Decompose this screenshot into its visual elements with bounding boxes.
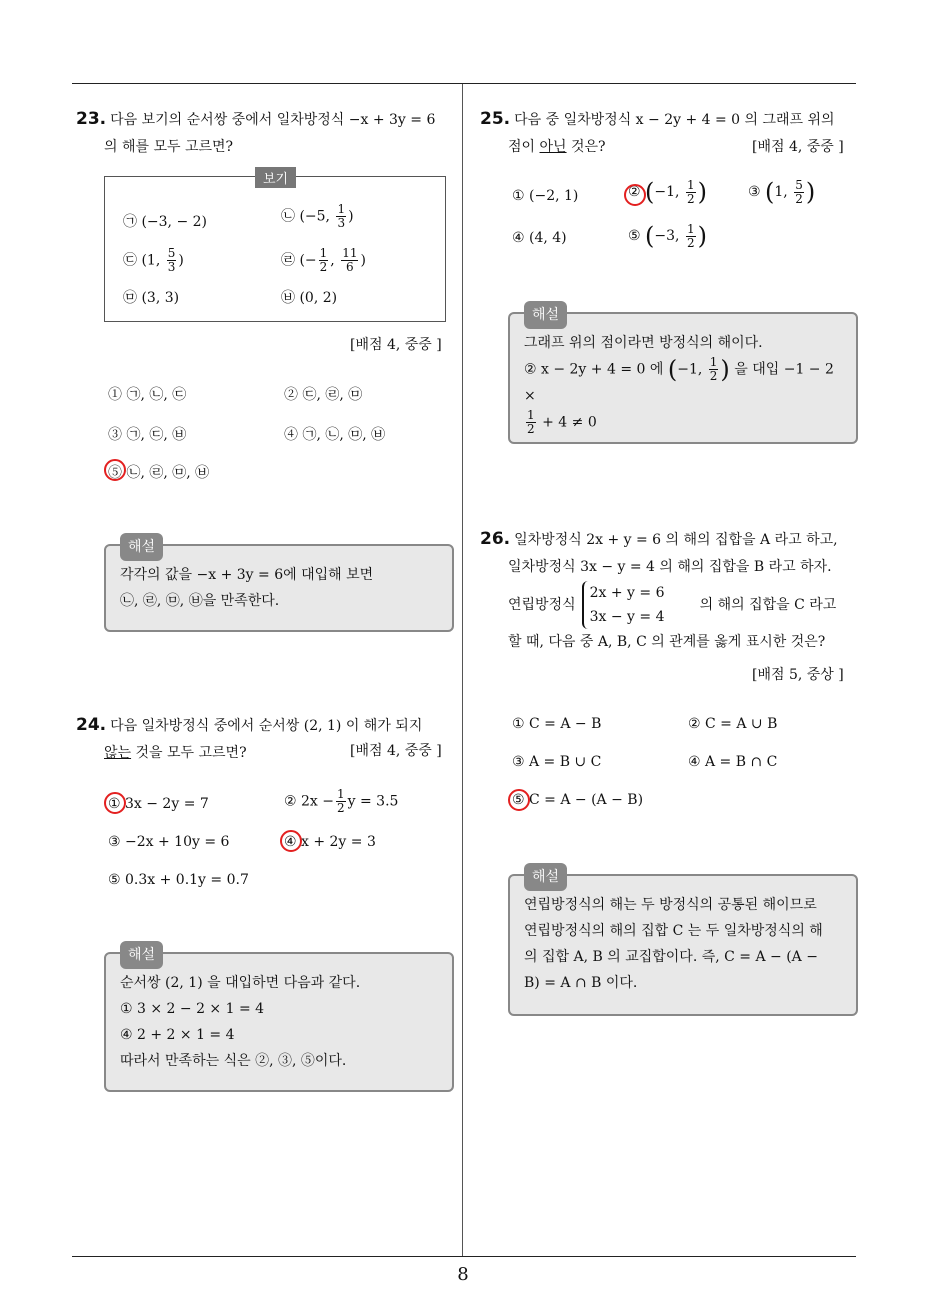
question-text-cont: 할 때, 다음 중 A, B, C 의 관계를 옳게 표시한 것은? bbox=[508, 634, 826, 650]
choice-2[interactable]: ② (−1, $\frac{1}{2}$ ) bbox=[628, 177, 707, 206]
question-number: 23. bbox=[76, 109, 107, 129]
score-meta: [배점 4, 중중 ] bbox=[350, 743, 442, 759]
bottom-rule bbox=[72, 1256, 856, 1257]
question-text-cont: 점이 bbox=[508, 139, 540, 155]
answer-mark bbox=[508, 789, 530, 811]
answer-mark bbox=[280, 830, 302, 852]
question-23 bbox=[76, 106, 456, 161]
question-text: 다음 중 일차방정식 x − 2y + 4 = 0 의 그래프 위의 bbox=[514, 112, 835, 128]
choice-5[interactable]: ⑤ (−3, $\frac{1}{2}$ ) bbox=[628, 221, 707, 250]
choice-4[interactable]: ④ A = B ∩ C bbox=[688, 754, 778, 770]
haeseol-title: 해설 bbox=[120, 533, 163, 561]
underlined-word: 아닌 bbox=[539, 139, 567, 155]
choice-1[interactable]: ① 3x − 2y = 7 bbox=[108, 796, 209, 812]
choice-1[interactable]: ① C = A − B bbox=[512, 716, 602, 732]
question-text-cont: 의 해를 모두 고르면? bbox=[104, 139, 234, 155]
bogi-item: ㉤ (3, 3) bbox=[123, 290, 180, 306]
haeseol-line: ④ 2 + 2 × 1 = 4 bbox=[120, 1027, 235, 1043]
haeseol-box bbox=[508, 869, 858, 1016]
column-divider bbox=[462, 84, 463, 1256]
choice-3[interactable]: ③ A = B ∪ C bbox=[512, 754, 602, 770]
bogi-item: ㉥ (0, 2) bbox=[281, 290, 338, 306]
choice-3[interactable]: ③ −2x + 10y = 6 bbox=[108, 834, 230, 850]
choice-1[interactable]: ① ㉠, ㉡, ㉢ bbox=[108, 387, 187, 403]
equation: 3x − y = 4 bbox=[589, 609, 665, 625]
choice-3[interactable]: ③ (1, $\frac{5}{2}$ ) bbox=[748, 177, 816, 206]
score-meta: [배점 5, 중상 ] bbox=[752, 667, 844, 683]
question-number: 24. bbox=[76, 715, 107, 735]
question-text: 다음 보기의 순서쌍 중에서 일차방정식 −x + 3y = 6 bbox=[110, 112, 436, 128]
haeseol-line: ① 3 × 2 − 2 × 1 = 4 bbox=[120, 1001, 265, 1017]
underlined-word: 않는 bbox=[104, 745, 132, 761]
question-number: 26. bbox=[480, 529, 511, 549]
answer-mark bbox=[624, 184, 646, 206]
question-text-cont: 일차방정식 3x − y = 4 의 해의 집합을 B 라고 하자. bbox=[508, 559, 832, 575]
haeseol-line: ㉡, ㉣, ㉤, ㉥을 만족한다. bbox=[120, 593, 280, 609]
haeseol-line: 그래프 위의 점이라면 방정식의 해이다. bbox=[524, 335, 763, 351]
choice-4[interactable]: ④ ㉠, ㉡, ㉤, ㉥ bbox=[284, 427, 386, 443]
haeseol-title: 해설 bbox=[524, 863, 567, 891]
question-text-cont: 연립방정식 bbox=[508, 596, 576, 613]
question-text-cont: 것은? bbox=[566, 139, 606, 155]
choice-5[interactable]: ⑤ ㉡, ㉣, ㉤, ㉥ bbox=[108, 465, 210, 481]
score-meta: [배점 4, 중중 ] bbox=[752, 139, 844, 155]
page-number: 8 bbox=[457, 1264, 469, 1285]
haeseol-line: 따라서 만족하는 식은 ②, ③, ⑤이다. bbox=[120, 1053, 347, 1069]
equation: 2x + y = 6 bbox=[589, 585, 665, 601]
score-meta: [배점 4, 중중 ] bbox=[350, 337, 442, 353]
haeseol-line: B) = A ∩ B 이다. bbox=[524, 975, 638, 991]
answer-mark bbox=[104, 459, 126, 481]
choice-2[interactable]: ② ㉢, ㉣, ㉤ bbox=[284, 387, 363, 403]
top-rule bbox=[72, 83, 856, 84]
question-text-cont: 것을 모두 고르면? bbox=[131, 745, 247, 761]
haeseol-line: 연립방정식의 해는 두 방정식의 공통된 해이므로 bbox=[524, 897, 817, 913]
haeseol-line: 의 집합 A, B 의 교집합이다. 즉, C = A − (A − bbox=[524, 949, 818, 965]
haeseol-title: 해설 bbox=[120, 941, 163, 969]
haeseol-box bbox=[104, 539, 454, 632]
haeseol-line: 순서쌍 (2, 1) 을 대입하면 다음과 같다. bbox=[120, 975, 361, 991]
question-number: 25. bbox=[480, 109, 511, 129]
choice-3[interactable]: ③ ㉠, ㉢, ㉥ bbox=[108, 427, 187, 443]
bogi-title: 보기 bbox=[255, 167, 296, 188]
choice-5[interactable]: ⑤ 0.3x + 0.1y = 0.7 bbox=[108, 872, 249, 888]
haeseol-box bbox=[508, 307, 858, 444]
question-text: 일차방정식 2x + y = 6 의 해의 집합을 A 라고 하고, bbox=[514, 532, 838, 548]
bogi-item: ㉠ (−3, − 2) bbox=[123, 214, 207, 230]
haeseol-line: $\frac{1}{2}$ + 4 ≠ 0 bbox=[527, 408, 597, 436]
choice-4[interactable]: ④ x + 2y = 3 bbox=[284, 834, 376, 850]
haeseol-box bbox=[104, 947, 454, 1092]
haeseol-line: 연립방정식의 해의 집합 C 는 두 일차방정식의 해 bbox=[524, 923, 823, 939]
answer-mark bbox=[104, 792, 126, 814]
choice-1[interactable]: ① (−2, 1) bbox=[512, 188, 579, 204]
choice-2[interactable]: ② C = A ∪ B bbox=[688, 716, 778, 732]
bogi-item: ㉣ (− $\frac{1}{2}$ , $\frac{11}{6}$ ) bbox=[281, 246, 366, 274]
question-text: 다음 일차방정식 중에서 순서쌍 (2, 1) 이 해가 되지 bbox=[110, 718, 423, 734]
question-26 bbox=[480, 526, 864, 656]
equation-system bbox=[582, 581, 676, 629]
question-text-cont: 의 해의 집합을 C 라고 bbox=[699, 596, 837, 613]
bogi-item: ㉢ (1, $\frac{5}{3}$ ) bbox=[123, 246, 184, 274]
choice-5[interactable]: ⑤ C = A − (A − B) bbox=[512, 792, 644, 808]
bogi-box bbox=[104, 172, 446, 322]
choice-2[interactable]: ② 2x − $\frac{1}{2}$ y = 3.5 bbox=[284, 787, 399, 815]
haeseol-line: ② x − 2y + 4 = 0 에 (−1, $\frac{1}{2}$ ) 을 대입 −1 − 2 × bbox=[524, 355, 834, 404]
haeseol-line: 각각의 값을 −x + 3y = 6에 대입해 보면 bbox=[120, 567, 374, 583]
haeseol-title: 해설 bbox=[524, 301, 567, 329]
choice-4[interactable]: ④ (4, 4) bbox=[512, 230, 567, 246]
bogi-item: ㉡ (−5, $\frac{1}{3}$ ) bbox=[281, 202, 354, 230]
